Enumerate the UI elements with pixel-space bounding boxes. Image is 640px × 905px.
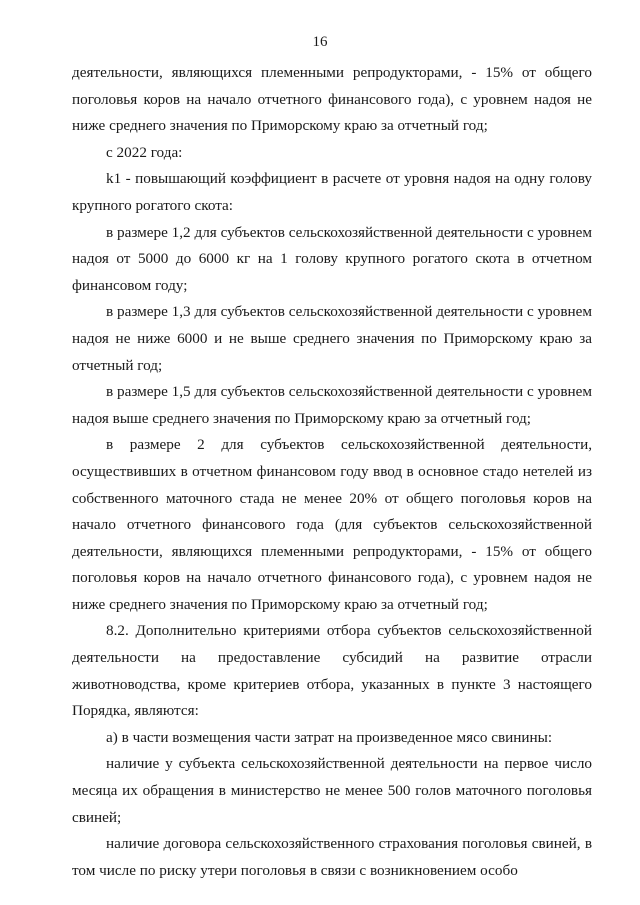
paragraph-k1-definition: k1 - повышающий коэффициент в расчете от уровня надоя на одну голову крупного рогатого скота: (72, 170, 592, 214)
paragraph-rate-1-2: в размере 1,2 для субъектов сельскохозяйственной деятельности с уровнем надоя от 5000 до 6000 кг на 1 голову крупного рогатого скота в отчетном финансовом году; (72, 223, 592, 294)
paragraph-rate-1-3: в размере 1,3 для субъектов сельскохозяйственной деятельности с уровнем надоя не ниже 6000 и не выше среднего значения по Приморскому краю за отчетный год; (72, 303, 592, 374)
paragraph-rate-2: в размере 2 для субъектов сельскохозяйственной деятельности, осуществивших в отчетном финансовом году ввод в основное стадо нетелей из собственного маточного стада не менее 20% от общего поголовья коров на начало отчетного финансового года (для субъектов сельскохозяйственной деятельности, являющихся племенными репродукторами, - 15% от общего поголовья коров на начало отчетного финансового года), с уровнем надоя не ниже среднего значения по Приморскому краю за отчетный год; (72, 436, 592, 613)
page-number: 16 (312, 34, 328, 50)
paragraph-item-a: а) в части возмещения части затрат на произведенное мясо свинины: (106, 728, 553, 746)
paragraph-continuation: деятельности, являющихся племенными репродукторами, - 15% от общего поголовья коров на начало отчетного финансового года), с уровнем надоя не ниже среднего значения по Приморскому краю за отчетный год; (72, 64, 592, 135)
paragraph-since-2022: с 2022 года: (106, 143, 183, 161)
paragraph-rate-1-5: в размере 1,5 для субъектов сельскохозяйственной деятельности с уровнем надоя выше среднего значения по Приморскому краю за отчетный год; (72, 383, 592, 427)
paragraph-insurance: наличие договора сельскохозяйственного страхования поголовья свиней, в том числе по риску утери поголовья в связи с возникновением особо (72, 835, 592, 879)
document-body (72, 60, 592, 884)
paragraph-8-2: 8.2. Дополнительно критериями отбора субъектов сельскохозяйственной деятельности на предоставление субсидий на развитие отрасли животноводства, кроме критериев отбора, указанных в пункте 3 настоящего Порядка, являются: (72, 622, 592, 720)
paragraph-livestock-count: наличие у субъекта сельскохозяйственной деятельности на первое число месяца их обращения в министерство не менее 500 голов маточного поголовья свиней; (72, 755, 592, 826)
